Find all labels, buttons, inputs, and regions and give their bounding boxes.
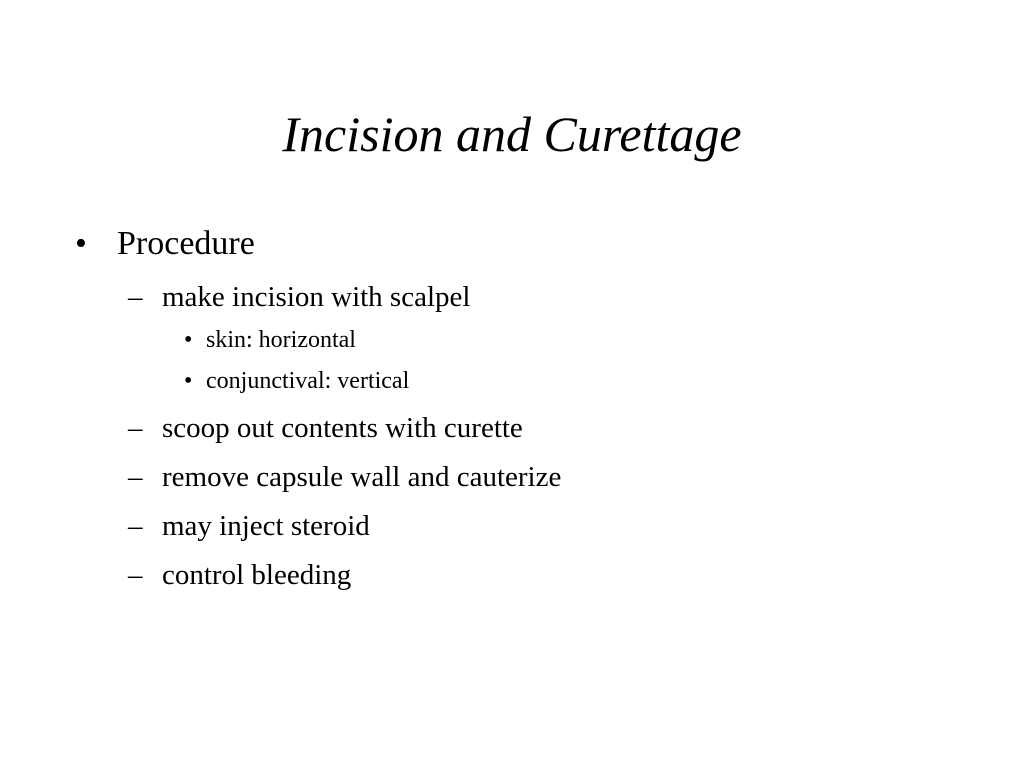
sub-bullet-text: may inject steroid — [162, 510, 370, 542]
dash-marker: – — [128, 559, 143, 591]
sub-sub-bullet-text: conjunctival: vertical — [206, 368, 410, 394]
sub-bullet-text: control bleeding — [162, 559, 352, 591]
sub-bullet-text: scoop out contents with curette — [162, 412, 523, 444]
sub-sub-bullet-text: skin: horizontal — [206, 327, 356, 353]
dash-marker: – — [128, 510, 143, 542]
sub-bullet-text: make incision with scalpel — [162, 281, 471, 313]
bullet-text: Procedure — [117, 225, 255, 262]
slide-title: Incision and Curettage — [282, 106, 742, 162]
sub-bullet-text: remove capsule wall and cauterize — [162, 461, 562, 493]
bullet-marker: • — [184, 327, 193, 353]
bullet-marker: • — [184, 368, 193, 394]
dash-marker: – — [128, 281, 143, 313]
dash-marker: – — [128, 461, 143, 493]
bullet-marker: • — [75, 225, 87, 262]
dash-marker: – — [128, 412, 143, 444]
